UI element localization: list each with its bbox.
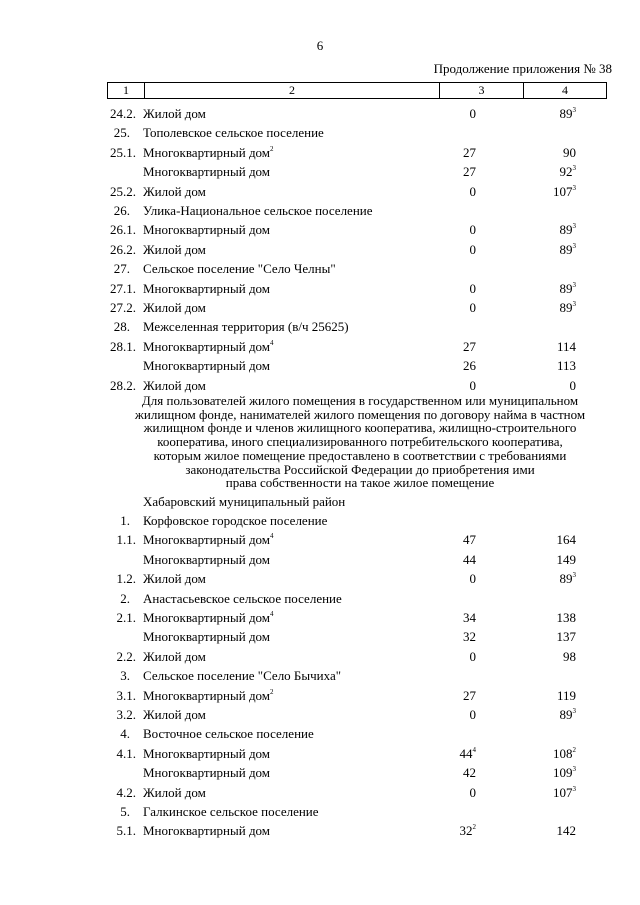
table-row — [0, 280, 640, 298]
row-number-text: 28. — [113, 319, 130, 335]
row-name-text: Многоквартирный дом — [143, 144, 271, 160]
value-col-3-text: 27 — [463, 144, 476, 160]
header-col-1: 1 — [108, 83, 145, 99]
footnote-marker: 2 — [270, 687, 274, 696]
row-name-text: Многоквартирный дом — [143, 532, 271, 548]
row-number — [117, 687, 137, 705]
table-row — [0, 144, 640, 162]
row-name-text: Многоквартирный дом — [143, 687, 271, 703]
row-number-text: 1.2. — [116, 571, 136, 587]
value-col-4-text: 114 — [556, 338, 576, 354]
value-col-3-text: 0 — [469, 784, 476, 800]
value-col-3-text: 0 — [469, 183, 476, 199]
row-number-text: 25.1. — [110, 144, 136, 160]
value-col-4 — [560, 570, 577, 588]
row-name — [143, 628, 270, 646]
row-number — [114, 124, 130, 142]
section-name-text: Анастасьевское сельское поселение — [143, 590, 342, 606]
value-col-3-text: 47 — [463, 532, 476, 548]
row-name — [143, 280, 270, 298]
category-paragraph — [100, 394, 620, 490]
row-number-text: 3.2. — [116, 707, 136, 722]
row-number — [117, 822, 137, 840]
value-col-4 — [560, 706, 577, 724]
table-row — [0, 764, 640, 782]
value-col-3 — [470, 105, 477, 123]
row-number — [110, 105, 136, 123]
value-col-3 — [463, 531, 476, 549]
value-col-3 — [463, 163, 476, 181]
section-name — [143, 590, 342, 608]
value-col-3-text: 34 — [463, 610, 476, 625]
row-name — [143, 784, 206, 802]
value-col-4-text: 149 — [556, 551, 576, 567]
row-number-text: 28.2. — [110, 377, 136, 393]
row-name — [143, 299, 206, 317]
row-number — [117, 745, 137, 763]
value-col-3-text: 32 — [459, 823, 473, 839]
value-col-4-text: 137 — [556, 629, 576, 645]
row-name-text: Жилой дом — [143, 648, 206, 664]
row-number — [110, 221, 136, 239]
section-row — [0, 667, 640, 685]
row-number — [114, 202, 130, 220]
section-row — [0, 590, 640, 608]
row-number — [114, 260, 130, 278]
section-name — [143, 803, 319, 821]
row-name — [143, 105, 206, 123]
row-name — [143, 241, 206, 259]
row-number-text: 3. — [120, 668, 130, 684]
row-name-text: Многоквартирный дом — [143, 765, 271, 781]
value-col-3 — [470, 183, 477, 201]
section-name — [143, 725, 314, 743]
value-col-3 — [470, 706, 477, 724]
footnote-marker: 3 — [572, 280, 576, 289]
value-col-3 — [463, 338, 476, 356]
value-col-3 — [470, 241, 477, 259]
table-row — [0, 531, 640, 549]
value-col-4 — [557, 628, 577, 646]
value-col-3 — [470, 377, 477, 395]
row-name-text: Многоквартирный дом — [143, 629, 271, 645]
value-col-3-text: 32 — [463, 629, 476, 645]
row-number — [110, 183, 136, 201]
row-name — [143, 551, 270, 569]
footnote-marker: 2 — [472, 823, 476, 832]
row-name-text: Жилой дом — [143, 300, 206, 315]
row-number-text: 4.2. — [116, 784, 136, 800]
footnote-marker: 4 — [270, 338, 274, 347]
footnote-marker: 3 — [572, 571, 576, 580]
district-heading: Хабаровский муниципальный район — [143, 494, 346, 509]
section-row — [0, 260, 640, 278]
value-col-3 — [463, 628, 476, 646]
paragraph-line: жилищном фонде, нанимателей жилого помещения по договору найма в частном — [134, 406, 586, 422]
row-number — [120, 803, 130, 821]
value-col-4-text: 107 — [553, 784, 573, 800]
row-name — [143, 648, 206, 666]
value-col-4 — [563, 144, 576, 162]
table-row — [0, 784, 640, 802]
value-col-3-text: 26 — [463, 358, 476, 374]
row-name-text: Многоквартирный дом — [143, 551, 271, 567]
header-col-2: 2 — [145, 83, 440, 99]
value-col-3 — [470, 221, 477, 239]
value-col-3-text: 42 — [463, 765, 476, 781]
table-row — [0, 570, 640, 588]
paragraph-line: кооператива, иного специализированного потребительского кооператива, — [157, 434, 563, 450]
value-col-3-text: 0 — [469, 707, 476, 722]
value-col-3 — [463, 687, 476, 705]
section-name — [143, 202, 373, 220]
value-col-4-text: 164 — [556, 532, 576, 548]
value-col-4 — [560, 280, 577, 298]
footnote-marker: 2 — [270, 144, 274, 153]
row-name — [143, 687, 274, 705]
section-name-text: Галкинское сельское поселение — [143, 804, 319, 819]
appendix-note: Продолжение приложения № 38 — [433, 61, 612, 76]
row-name-text: Многоквартирный дом — [143, 610, 271, 625]
row-name-text: Многоквартирный дом — [143, 745, 271, 761]
row-number-text: 28.1. — [110, 338, 136, 354]
footnote-marker: 3 — [572, 765, 576, 774]
row-number-text: 2.2. — [116, 648, 136, 664]
value-col-4 — [557, 531, 577, 549]
row-name — [143, 609, 274, 627]
row-number — [117, 570, 137, 588]
value-col-3-text: 0 — [469, 280, 476, 296]
row-number — [120, 725, 130, 743]
row-number-text: 5. — [120, 804, 130, 819]
value-col-4 — [557, 687, 576, 705]
row-name-text: Многоквартирный дом — [143, 338, 271, 354]
table-row — [0, 609, 640, 627]
section-row — [0, 124, 640, 142]
value-col-4 — [557, 551, 577, 569]
row-number — [114, 318, 130, 336]
value-col-3 — [463, 357, 476, 375]
value-col-4 — [560, 299, 577, 317]
row-number-text: 26. — [113, 203, 130, 218]
row-number — [110, 241, 136, 259]
row-name-text: Многоквартирный дом — [143, 222, 271, 238]
row-number-text: 2.1. — [116, 610, 136, 625]
value-col-3 — [470, 299, 477, 317]
footnote-marker: 2 — [572, 745, 576, 754]
value-col-4 — [553, 745, 576, 763]
row-number — [117, 706, 137, 724]
section-name-text: Сельское поселение "Село Челны" — [143, 261, 336, 277]
value-col-3 — [463, 764, 476, 782]
row-number — [117, 648, 137, 666]
row-number-text: 26.1. — [110, 222, 136, 238]
table-row — [0, 628, 640, 646]
value-col-4 — [557, 357, 576, 375]
value-col-3 — [460, 745, 477, 763]
row-name-text: Жилой дом — [143, 106, 206, 121]
row-number — [110, 338, 136, 356]
table-row — [0, 163, 640, 181]
table-row — [0, 183, 640, 201]
value-col-4 — [553, 784, 576, 802]
row-number-text: 1. — [120, 513, 130, 528]
paragraph-line: законодательства Российской Федерации до приобретения ими — [185, 461, 535, 477]
value-col-3-text: 27 — [463, 338, 476, 354]
row-number-text: 2. — [120, 590, 130, 606]
paragraph-line: права собственности на такое жилое помещение — [225, 475, 495, 491]
value-col-3-text: 27 — [463, 164, 476, 180]
value-col-3-text: 0 — [469, 571, 476, 587]
paragraph-line: жилищном фонде и членов жилищного кооператива, жилищно-строительного — [143, 420, 577, 436]
value-col-4-text: 92 — [559, 164, 573, 180]
section-row — [0, 202, 640, 220]
row-number-text: 24.2. — [110, 106, 136, 121]
table-row — [0, 221, 640, 239]
value-col-4 — [560, 241, 577, 259]
section-row — [0, 803, 640, 821]
value-col-4 — [557, 822, 577, 840]
section-name-text: Межселенная территория (в/ч 25625) — [143, 319, 349, 335]
table-row — [0, 377, 640, 395]
table-row — [0, 357, 640, 375]
row-name — [143, 764, 270, 782]
section-name — [143, 260, 336, 278]
value-col-3 — [463, 551, 476, 569]
table-row — [0, 687, 640, 705]
value-col-3-text: 0 — [469, 648, 476, 664]
header-col-4: 4 — [524, 83, 607, 99]
value-col-4-text: 89 — [559, 571, 573, 587]
row-name — [143, 822, 270, 840]
row-number — [110, 280, 136, 298]
row-number — [110, 299, 136, 317]
section-name-text: Тополевское сельское поселение — [143, 125, 324, 141]
row-number — [120, 512, 130, 530]
row-name — [143, 221, 270, 239]
section-name — [143, 512, 327, 530]
value-col-3-text: 0 — [469, 300, 476, 315]
footnote-marker: 4 — [270, 532, 274, 541]
value-col-3 — [470, 784, 477, 802]
value-col-4-text: 89 — [559, 106, 573, 121]
row-name — [143, 144, 274, 162]
footnote-marker: 4 — [270, 610, 274, 618]
value-col-3-text: 44 — [463, 551, 476, 567]
value-col-3 — [470, 280, 477, 298]
row-number-text: 5.1. — [116, 823, 136, 839]
row-name — [143, 531, 274, 549]
footnote-marker: 3 — [572, 241, 576, 250]
row-name — [143, 745, 270, 763]
value-col-3-text: 27 — [463, 687, 476, 703]
row-name-text: Жилой дом — [143, 241, 206, 257]
value-col-4 — [570, 377, 577, 395]
value-col-4-text: 98 — [563, 648, 576, 664]
row-number — [110, 144, 136, 162]
row-name-text: Жилой дом — [143, 571, 206, 587]
row-name — [143, 338, 274, 356]
section-row — [0, 725, 640, 743]
value-col-4-text: 89 — [559, 222, 573, 238]
row-name-text: Жилой дом — [143, 183, 206, 199]
footnote-marker: 3 — [572, 222, 576, 231]
header-col-3: 3 — [440, 83, 524, 99]
value-col-4-text: 119 — [556, 687, 576, 703]
footnote-marker: 3 — [572, 707, 576, 715]
section-name-text: Восточное сельское поселение — [143, 726, 314, 742]
row-name-text: Многоквартирный дом — [143, 358, 271, 374]
table-row — [0, 338, 640, 356]
row-number — [110, 377, 136, 395]
section-name-text: Улика-Национальное сельское поселение — [143, 203, 373, 218]
value-col-4-text: 108 — [553, 745, 573, 761]
section-name-text: Корфовское городское поселение — [143, 513, 328, 528]
value-col-3 — [463, 144, 476, 162]
row-number-text: 27.1. — [110, 280, 136, 296]
row-number-text: 4. — [120, 726, 130, 742]
value-col-3-text: 0 — [469, 241, 476, 257]
row-name-text: Многоквартирный дом — [143, 164, 271, 180]
value-col-4-text: 89 — [559, 280, 573, 296]
section-name — [143, 124, 324, 142]
value-col-4 — [553, 764, 576, 782]
value-col-3-text: 0 — [469, 106, 476, 121]
value-col-4-text: 90 — [563, 144, 576, 160]
section-name-text: Сельское поселение "Село Бычиха" — [143, 668, 342, 684]
footnote-marker: 3 — [572, 784, 576, 793]
row-name-text: Жилой дом — [143, 377, 206, 393]
value-col-4-text: 109 — [553, 765, 573, 781]
row-name-text: Многоквартирный дом — [143, 280, 271, 296]
table-row — [0, 241, 640, 259]
value-col-4 — [563, 648, 576, 666]
footnote-marker: 4 — [472, 745, 476, 754]
row-number — [120, 667, 130, 685]
row-number-text: 4.1. — [116, 745, 136, 761]
paragraph-line: Для пользователей жилого помещения в государственном или муниципальном — [141, 393, 579, 408]
value-col-4-text: 142 — [556, 823, 576, 839]
table-header — [107, 82, 607, 99]
row-number — [117, 609, 137, 627]
value-col-4-text: 107 — [553, 183, 573, 199]
value-col-4-text: 0 — [569, 377, 576, 393]
table-row — [0, 551, 640, 569]
row-number-text: 27.2. — [110, 300, 136, 315]
value-col-4-text: 138 — [556, 610, 576, 625]
paragraph-line: которым жилое помещение предоставлено в соответствии с требованиями — [153, 447, 567, 463]
section-name — [143, 318, 349, 336]
value-col-3-text: 0 — [469, 222, 476, 238]
table-row — [0, 648, 640, 666]
value-col-4 — [560, 105, 577, 123]
value-col-4-text: 89 — [559, 707, 573, 722]
section-row — [0, 512, 640, 530]
section-name — [143, 667, 341, 685]
value-col-3-text: 44 — [459, 745, 473, 761]
row-number — [117, 531, 137, 549]
row-name — [143, 357, 270, 375]
row-number-text: 26.2. — [110, 241, 136, 257]
row-number — [117, 784, 137, 802]
value-col-4-text: 89 — [559, 300, 573, 315]
row-name — [143, 570, 206, 588]
row-number-text: 3.1. — [116, 687, 136, 703]
table-row — [0, 745, 640, 763]
value-col-4 — [560, 163, 577, 181]
table-row — [0, 105, 640, 123]
table-row — [0, 822, 640, 840]
table-row — [0, 706, 640, 724]
row-number-text: 25.2. — [110, 183, 136, 199]
value-col-4 — [560, 221, 577, 239]
footnote-marker: 3 — [572, 106, 576, 114]
footnote-marker: 3 — [572, 183, 576, 192]
row-name-text: Жилой дом — [143, 784, 206, 800]
table-row — [0, 299, 640, 317]
value-col-4 — [553, 183, 576, 201]
row-name-text: Многоквартирный дом — [143, 823, 271, 839]
value-col-3 — [470, 570, 477, 588]
row-number-text: 25. — [113, 125, 130, 141]
footnote-marker: 3 — [572, 164, 576, 173]
value-col-3 — [463, 609, 476, 627]
row-name — [143, 377, 206, 395]
value-col-3 — [460, 822, 477, 840]
row-number-text: 1.1. — [116, 532, 136, 548]
row-name — [143, 163, 270, 181]
footnote-marker: 3 — [572, 300, 576, 308]
row-number — [120, 590, 130, 608]
row-number-text: 27. — [113, 261, 130, 277]
value-col-4-text: 113 — [556, 358, 576, 374]
page-number: 6 — [316, 38, 324, 53]
value-col-3 — [470, 648, 477, 666]
value-col-4 — [557, 338, 576, 356]
value-col-4-text: 89 — [559, 241, 573, 257]
value-col-4 — [557, 609, 577, 627]
section-row — [0, 318, 640, 336]
value-col-3-text: 0 — [469, 377, 476, 393]
row-name — [143, 706, 206, 724]
row-name-text: Жилой дом — [143, 707, 206, 722]
row-name — [143, 183, 206, 201]
